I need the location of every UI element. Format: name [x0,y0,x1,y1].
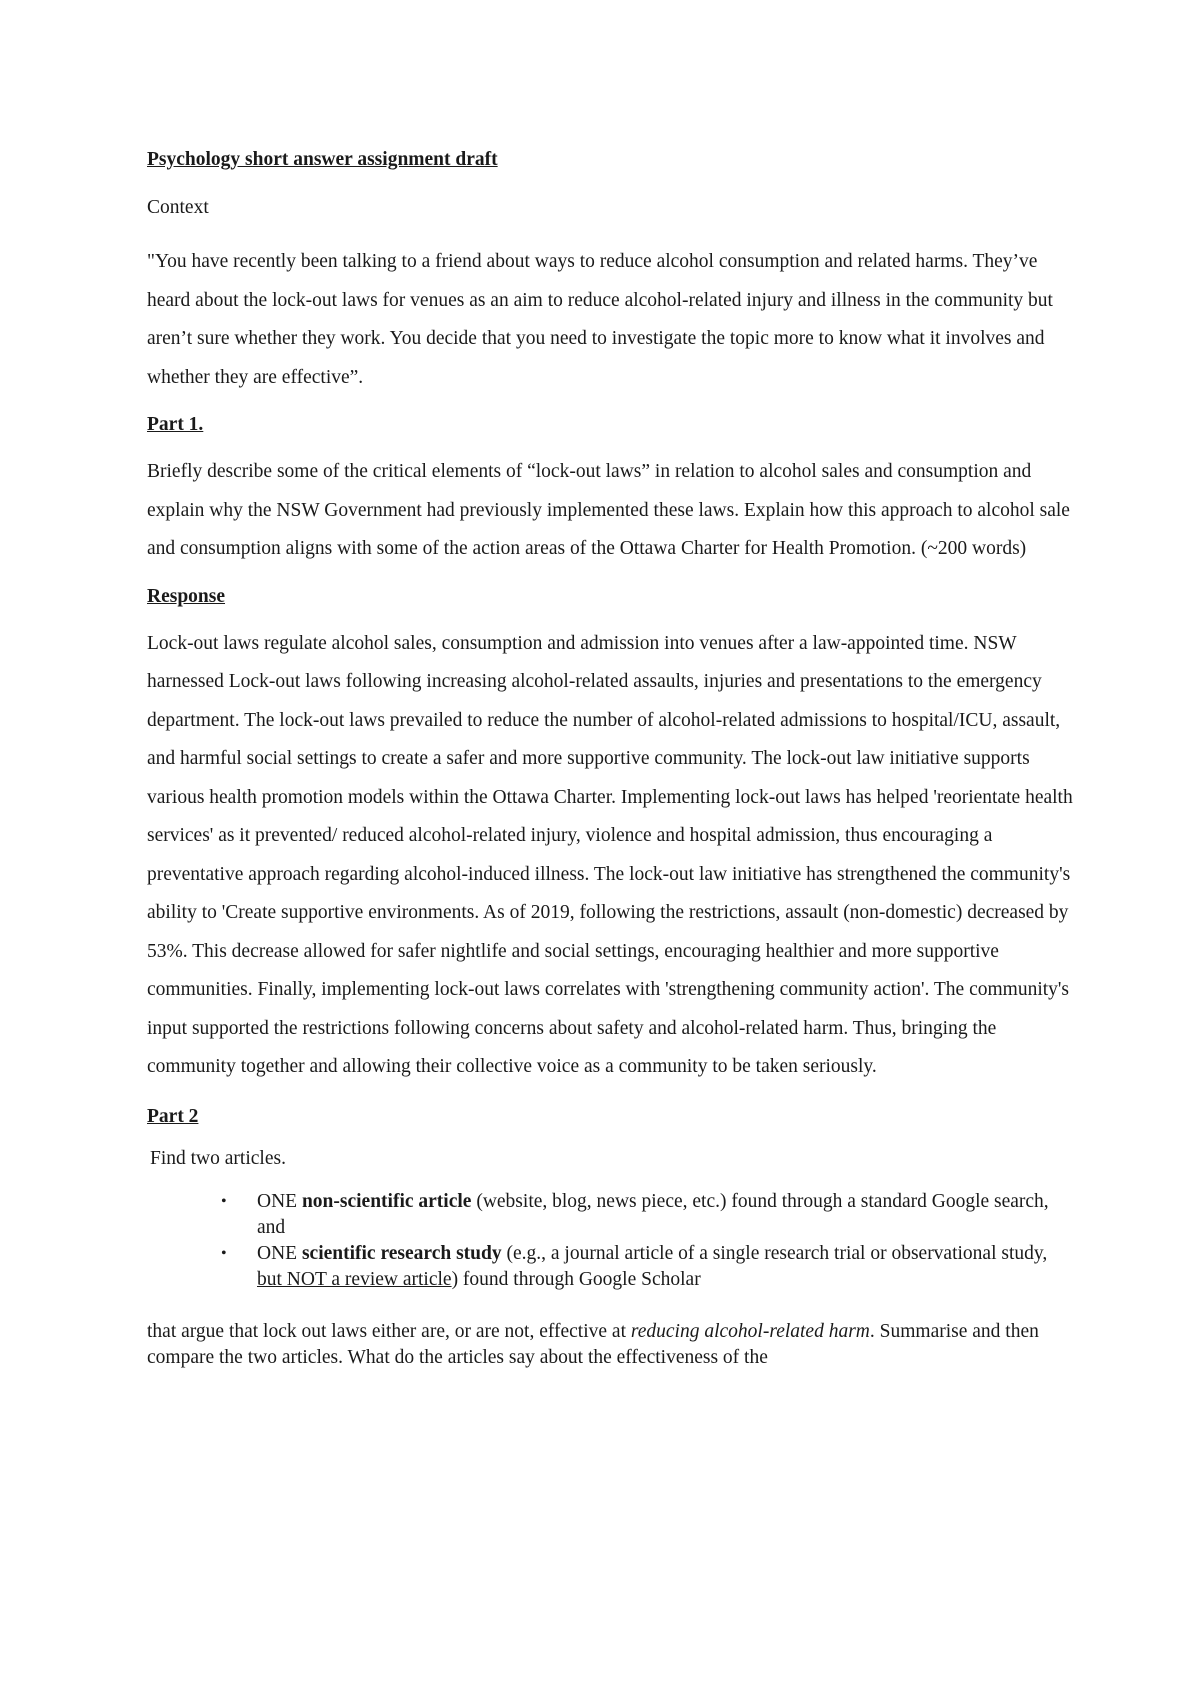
part2-intro: Find two articles. [150,1147,286,1169]
context-text: "You have recently been talking to a friend about ways to reduce alcohol consumption and related harms. They’ve heard about the lock-out laws for venues as an aim to reduce alcohol-related injury and illness in the community but aren’t sure whether they work. You decide that you need to investigate the topic more to know what it involves and whether they are effective”. [147,251,1053,388]
response-heading: Response [147,585,226,607]
document-title: Psychology short answer assignment draft [147,149,498,170]
instructions-text-after: . Summarise and then compare the two articles. What do the articles say about the effectiveness of the [147,1320,1039,1368]
part2-instructions [147,1319,1077,1371]
bullet-rest: ) found through Google Scholar [451,1268,701,1290]
part1-heading: Part 1. [147,414,204,435]
bullet-bold-term: scientific research study [301,1242,502,1264]
bullet-prefix: ONE [257,1242,302,1264]
bullet-rest: (website, blog, news piece, etc.) found through a standard Google search, and [257,1190,1049,1238]
bullet-underlined-text: but NOT a review article [257,1268,452,1290]
bullet-prefix: ONE [257,1190,302,1212]
part2-heading: Part 2 [147,1105,199,1127]
response-text: Lock-out laws regulate alcohol sales, consumption and admission into venues after a law-appointed time. NSW harnessed Lock-out laws following increasing alcohol-related assaults, injuries and presentations to the emergency department. The lock-out laws prevailed to reduce the number of alcohol-related admissions to hospital/ICU, assault, and harmful social settings to create a safer and more supportive community. The lock-out law initiative supports various health promotion models within the Ottawa Charter. Implementing lock-out laws has helped 'reorientate health services' as it prevented/ reduced alcohol-related injury, violence and hospital admission, thus encouraging a preventative approach regarding alcohol-induced illness. The lock-out law initiative has strengthened the community's ability to 'Create supportive environments. As of 2019, following the restrictions, assault (non-domestic) decreased by 53%. This decrease allowed for safer nightlife and social settings, encouraging healthier and more supportive communities. Finally, implementing lock-out laws correlates with 'strengthening community action'. The community's input supported the restrictions following concerns about safety and alcohol-related harm. Thus, bringing the community together and allowing their collective voice as a community to be taken seriously. [147,632,1073,1077]
bullet-icon: • [221,1244,227,1262]
list-item [221,1189,1077,1241]
article-requirements-list [147,1189,1077,1293]
list-item [221,1241,1077,1293]
bullet-mid: (e.g., a journal article of a single research trial or observational study, [501,1242,1048,1264]
document-body [147,146,1077,1371]
instructions-italic-text: reducing alcohol-related harm [630,1320,870,1342]
instructions-text-before: that argue that lock out laws either are, or are not, effective at [147,1320,631,1342]
part1-prompt: Briefly describe some of the critical elements of “lock-out laws” in relation to alcohol sales and consumption and explain why the NSW Government had previously implemented these laws. Explain how this approach to alcohol sale and consumption aligns with some of the action areas of the Ottawa Charter for Health Promotion. (~200 words) [147,461,1070,559]
bullet-bold-term: non-scientific article [301,1190,472,1212]
bullet-icon: • [221,1192,227,1210]
context-label: Context [147,197,209,218]
